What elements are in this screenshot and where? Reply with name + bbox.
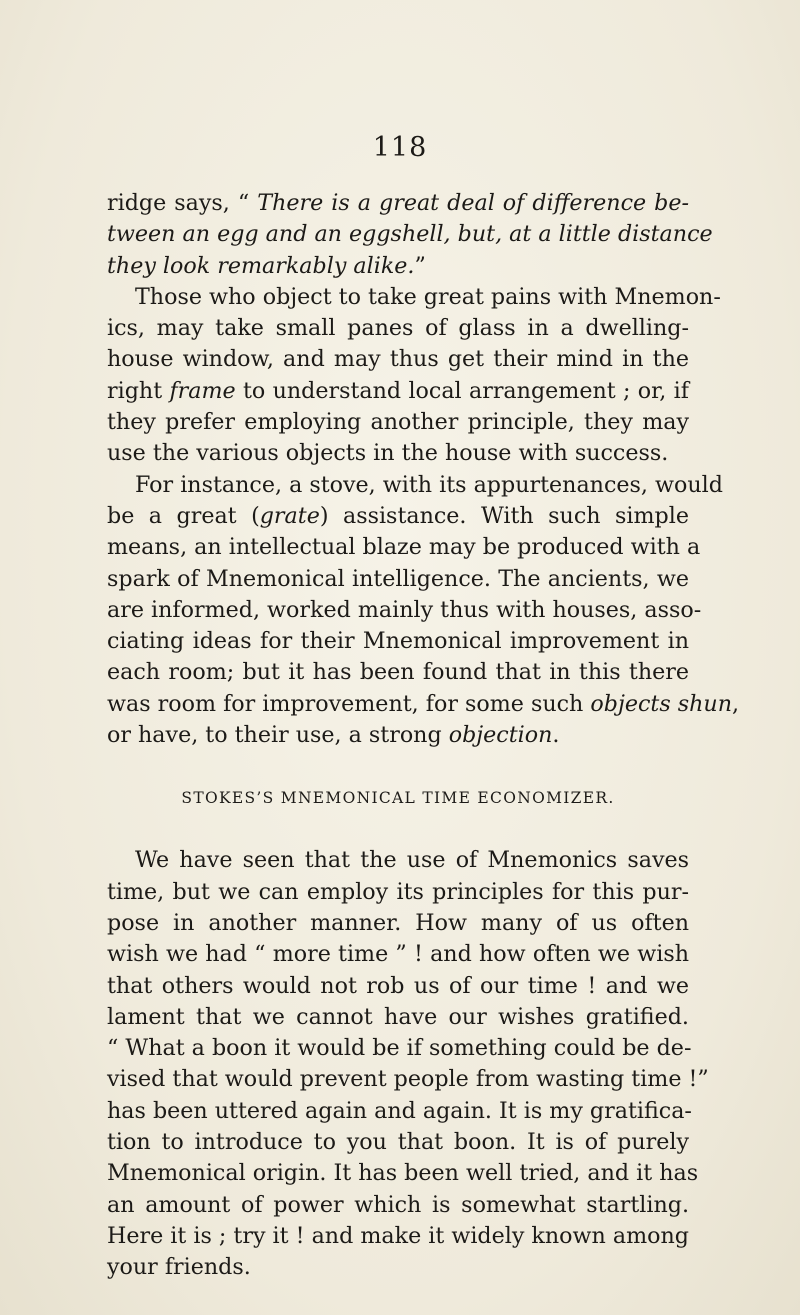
text-line: spark of Mnemonical intelligence. The ancients, we [107, 565, 689, 592]
paragraph-3 [107, 470, 740, 752]
text-line: tween an egg and an eggshell, but, at a little distance [107, 221, 713, 248]
text-line: an amount of power which is somewhat startling. [107, 1191, 689, 1218]
page-body [107, 188, 740, 1284]
text-line: ciating ideas for their Mnemonical improvement in [107, 628, 689, 655]
paragraph-1 [107, 188, 713, 282]
text-line: wish we had “ more time ” ! and how often we wish [107, 941, 689, 968]
text-line: house window, and may thus get their mind in the [107, 346, 689, 373]
paragraph-4 [107, 845, 709, 1283]
text-line: was room for improvement, for some such objects shun, [107, 690, 740, 717]
text-line: tion to introduce to you that boon. It is of purely [107, 1129, 689, 1156]
text-line: use the various objects in the house with success. [107, 440, 669, 467]
text-line: Mnemonical origin. It has been well tried, and it has [107, 1160, 699, 1187]
text-line: has been uttered again and again. It is my gratifica- [107, 1097, 692, 1124]
text-line: right frame to understand local arrangement ; or, if [107, 377, 689, 404]
text-line: time, but we can employ its principles for this pur- [107, 878, 689, 905]
text-line: your friends. [107, 1254, 251, 1281]
text-line: Here it is ; try it ! and make it widely known among [107, 1222, 689, 1249]
text-line: are informed, worked mainly thus with houses, asso- [107, 596, 702, 623]
text-line: ridge says, “ There is a great deal of difference be- [107, 190, 690, 216]
text-line: or have, to their use, a strong objection. [107, 722, 560, 749]
page-number: 118 [372, 132, 428, 163]
section-heading: STOKES’S MNEMONICAL TIME ECONOMIZER. [181, 789, 615, 808]
text-line: be a great (grate) assistance. With such simple [107, 502, 689, 529]
text-line: vised that would prevent people from wasting time !” [107, 1066, 709, 1093]
text-line: pose in another manner. How many of us often [107, 909, 689, 936]
text-line: that others would not rob us of our time ! and we [107, 972, 689, 999]
text-line: ics, may take small panes of glass in a dwelling- [107, 315, 689, 342]
text-line: they prefer employing another principle, they may [107, 409, 689, 436]
paragraph-2 [107, 282, 721, 470]
text-line: “ What a boon it would be if something could be de- [107, 1035, 692, 1062]
text-line: For instance, a stove, with its appurtenances, would [135, 471, 723, 498]
text-line: they look remarkably alike.” [107, 252, 426, 279]
text-line: lament that we cannot have our wishes gratified. [107, 1003, 689, 1030]
text-line: means, an intellectual blaze may be produced with a [107, 534, 701, 561]
text-line: each room; but it has been found that in this there [107, 659, 689, 686]
text-line: Those who object to take great pains with Mnemon- [135, 283, 721, 310]
text-line: We have seen that the use of Mnemonics saves [135, 847, 689, 874]
